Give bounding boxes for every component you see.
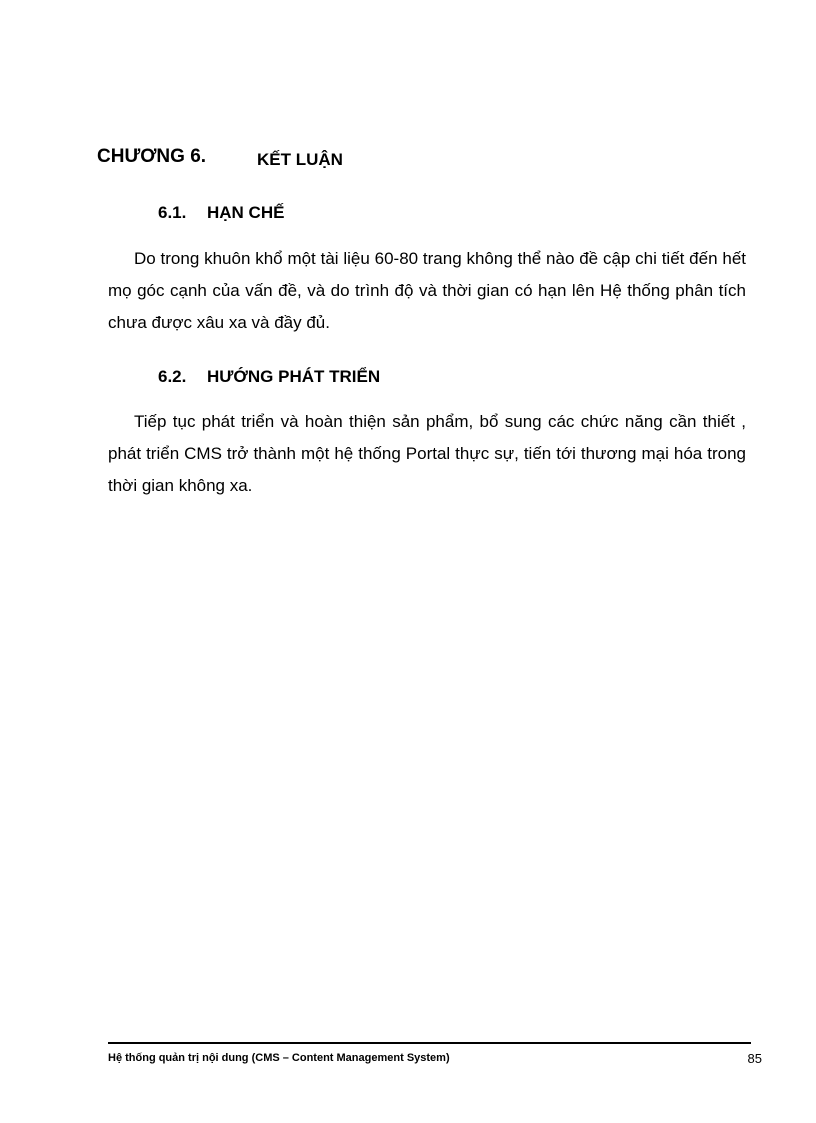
section-paragraph-development: Tiếp tục phát triển và hoàn thiện sản phẩm, bổ sung các chức năng cần thiết , phát triển CMS trở thành một hệ thống Portal thực sự, tiến tới thương mại hóa trong thời gian không xa. — [108, 412, 746, 495]
page-number: 85 — [747, 1051, 762, 1066]
chapter-title: KẾT LUẬN — [257, 150, 343, 169]
section-heading-limitations — [158, 202, 284, 224]
section-title: HƯỚNG PHÁT TRIỂN — [207, 367, 381, 386]
section-number: 6.1. — [158, 203, 187, 222]
chapter-number: CHƯƠNG 6. — [97, 146, 207, 167]
section-number: 6.2. — [158, 367, 187, 386]
section-paragraph-limitations: Do trong khuôn khổ một tài liệu 60-80 trang không thể nào đề cập chi tiết đến hết mọ góc cạnh của vấn đề, và do trình độ và thời gian có hạn lên Hệ thống phân tích chưa được xâu xa và đầy đủ. — [108, 249, 746, 332]
section-heading-development — [158, 366, 380, 388]
footer-title: Hệ thống quản trị nội dung (CMS – Content Management System) — [108, 1052, 450, 1064]
chapter-heading — [97, 144, 343, 170]
section-title: HẠN CHẾ — [207, 203, 285, 222]
footer-divider — [108, 1042, 751, 1044]
